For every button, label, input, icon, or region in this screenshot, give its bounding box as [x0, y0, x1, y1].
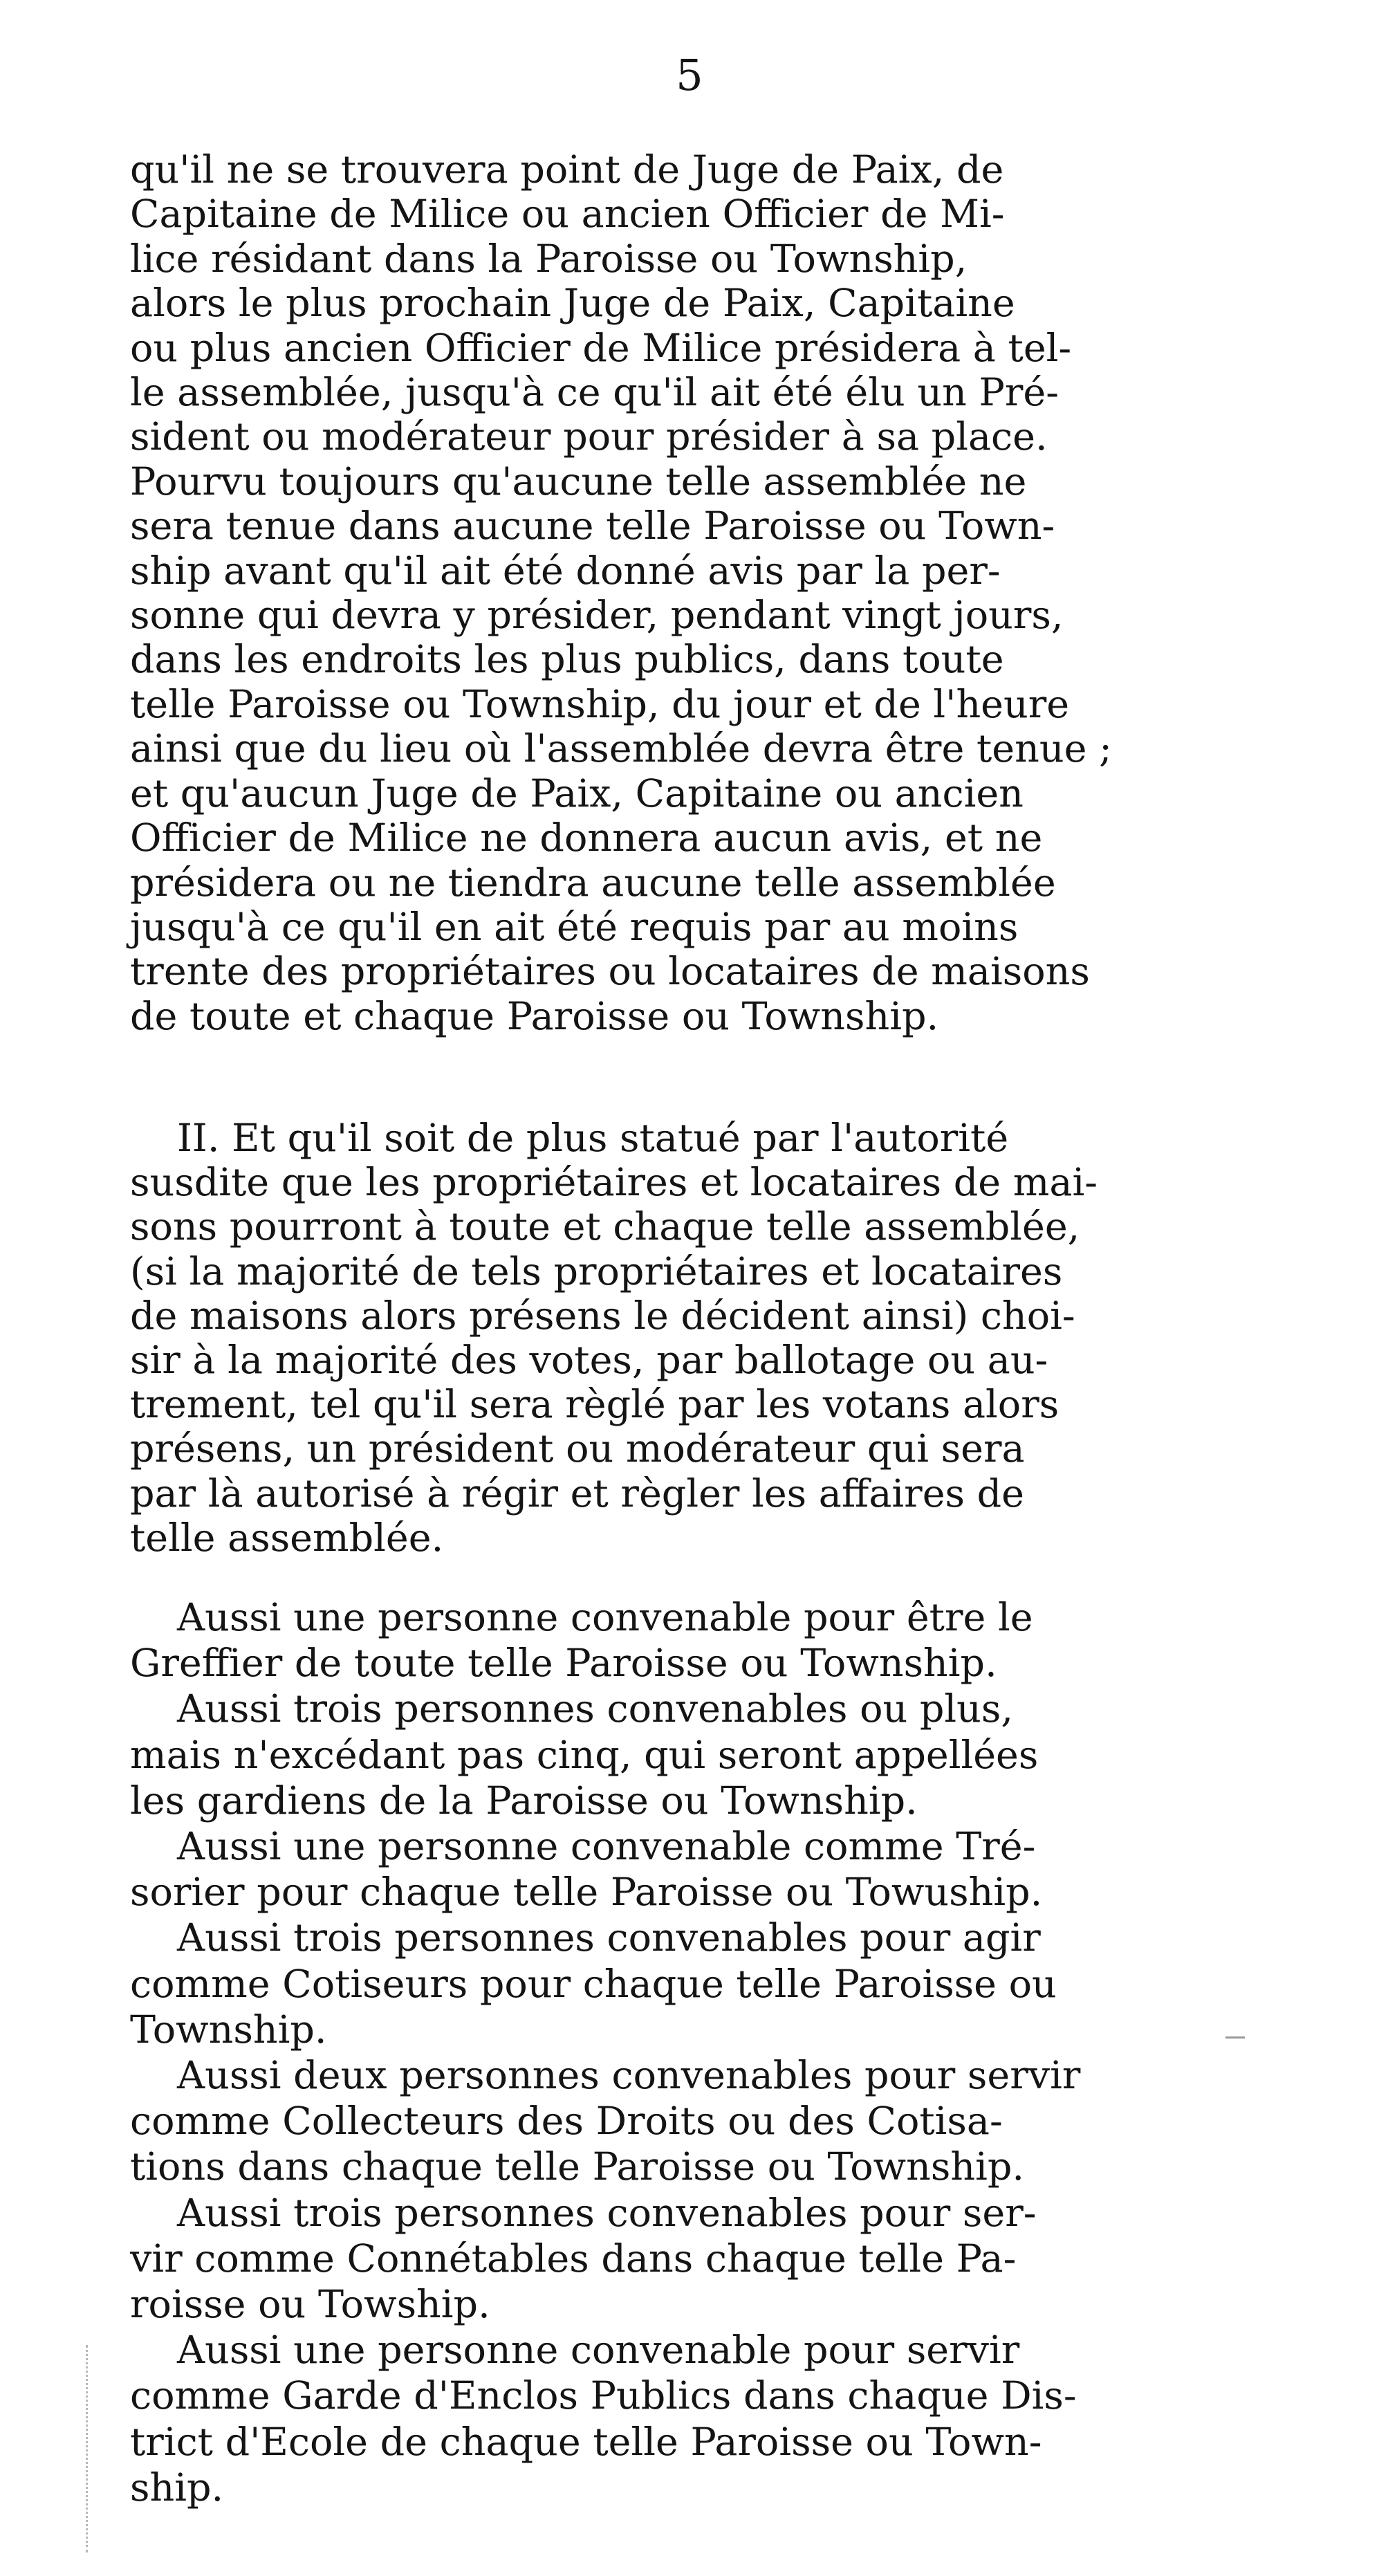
text-line: comme Garde d'Enclos Publics dans chaque Dis-	[130, 2373, 1077, 2419]
text-line: Aussi une personne convenable pour servir	[177, 2328, 1020, 2373]
stray-print-mark	[1225, 2036, 1245, 2039]
paragraph-section-ii	[130, 1116, 1098, 1561]
text-line: ship avant qu'il ait été donné avis par la per-	[130, 548, 1001, 594]
text-line: ainsi que du lieu où l'assemblée devra être tenue ;	[130, 726, 1112, 772]
text-line: sident ou modérateur pour présider à sa place.	[130, 414, 1048, 460]
text-line: sorier pour chaque telle Paroisse ou Towuship.	[130, 1870, 1043, 1915]
text-line: présidera ou ne tiendra aucune telle assemblée	[130, 860, 1056, 905]
text-line: le assemblée, jusqu'à ce qu'il ait été élu un Pré-	[130, 370, 1059, 416]
text-line: mais n'excédant pas cinq, qui seront appellées	[130, 1732, 1039, 1778]
text-line: de toute et chaque Paroisse ou Township.	[130, 993, 939, 1039]
margin-dotted-line	[86, 2345, 91, 2552]
text-line: II. Et qu'il soit de plus statué par l'autorité	[177, 1116, 1009, 1161]
text-line: trement, tel qu'il sera règlé par les votans alors	[130, 1382, 1059, 1428]
text-line: telle assemblée.	[130, 1515, 444, 1561]
text-line: par là autorisé à régir et règler les affaires de	[130, 1471, 1025, 1516]
text-line: sir à la majorité des votes, par ballotage ou au-	[130, 1338, 1048, 1383]
text-line: roisse ou Towship.	[130, 2282, 490, 2328]
text-line: sons pourront à toute et chaque telle assemblée,	[130, 1204, 1080, 1250]
text-line: Pourvu toujours qu'aucune telle assemblée ne	[130, 459, 1027, 504]
text-line: Aussi deux personnes convenables pour servir	[177, 2053, 1081, 2099]
text-line: Aussi une personne convenable pour être le	[177, 1595, 1033, 1640]
text-line: sera tenue dans aucune telle Paroisse ou Town-	[130, 504, 1055, 549]
text-line: comme Cotiseurs pour chaque telle Paroisse ou	[130, 1961, 1057, 2007]
text-line: lice résidant dans la Paroisse ou Township,	[130, 236, 968, 282]
text-line: trict d'Ecole de chaque telle Paroisse ou Town-	[130, 2419, 1042, 2465]
text-line: les gardiens de la Paroisse ou Township.	[130, 1778, 918, 1823]
text-line: ship.	[130, 2465, 224, 2510]
text-line: Aussi une personne convenable comme Tré-	[177, 1824, 1036, 1870]
text-line: ou plus ancien Officier de Milice présidera à tel-	[130, 325, 1072, 371]
text-line: sonne qui devra y présider, pendant vingt jours,	[130, 593, 1064, 638]
page-number: 5	[676, 50, 703, 100]
text-line: Township.	[130, 2007, 327, 2052]
text-line: comme Collecteurs des Droits ou des Cotisa-	[130, 2099, 1003, 2144]
text-line: Greffier de toute telle Paroisse ou Township.	[130, 1641, 997, 1686]
text-line: susdite que les propriétaires et locataires de mai-	[130, 1160, 1098, 1206]
text-line: telle Paroisse ou Township, du jour et de l'heure	[130, 681, 1070, 727]
text-line: Capitaine de Milice ou ancien Officier de Mi-	[130, 192, 1005, 237]
text-line: alors le plus prochain Juge de Paix, Capitaine	[130, 281, 1015, 326]
text-line: trente des propriétaires ou locataires de maisons	[130, 949, 1090, 995]
text-line: Officier de Milice ne donnera aucun avis, et ne	[130, 816, 1043, 861]
text-line: tions dans chaque telle Paroisse ou Township.	[130, 2144, 1025, 2190]
text-line: Aussi trois personnes convenables pour ser-	[177, 2190, 1037, 2236]
text-line: et qu'aucun Juge de Paix, Capitaine ou ancien	[130, 771, 1024, 816]
text-line: dans les endroits les plus publics, dans toute	[130, 637, 1004, 683]
text-line: qu'il ne se trouvera point de Juge de Paix, de	[130, 147, 1004, 192]
text-line: (si la majorité de tels propriétaires et locataires	[130, 1249, 1063, 1294]
text-line: jusqu'à ce qu'il en ait été requis par au moins	[130, 904, 1019, 950]
text-line: vir comme Connétables dans chaque telle Pa-	[130, 2236, 1017, 2281]
paragraph-assembly-rules	[130, 147, 1112, 1039]
text-line: de maisons alors présens le décident ainsi) choi-	[130, 1293, 1075, 1338]
paragraph-officers-list	[130, 1595, 1081, 2511]
text-line: présens, un président ou modérateur qui sera	[130, 1426, 1025, 1472]
text-line: Aussi trois personnes convenables pour agir	[177, 1915, 1041, 1961]
text-line: Aussi trois personnes convenables ou plus,	[177, 1686, 1014, 1732]
